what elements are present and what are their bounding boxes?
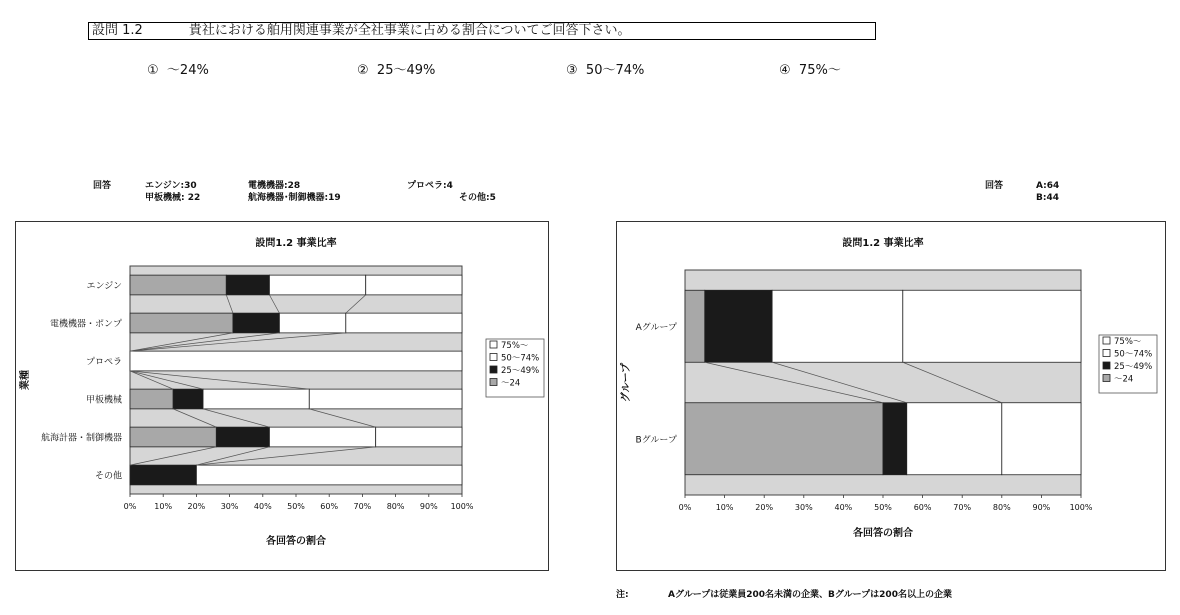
- responses-left-label: 回答: [93, 181, 112, 191]
- option-2: [357, 59, 435, 78]
- option-4-mark: ④: [779, 63, 791, 78]
- bar-segment: [269, 275, 365, 295]
- chart-right: [617, 222, 1167, 572]
- bar-segment: [196, 465, 462, 485]
- category-label: 甲板機械: [85, 395, 122, 406]
- x-tick-label: 10%: [154, 502, 173, 511]
- bar-segment: [130, 389, 173, 409]
- category-label: 電機機器・ポンプ: [49, 319, 122, 330]
- bar-segment: [216, 427, 269, 447]
- x-tick-label: 10%: [715, 503, 734, 512]
- option-2-label: 25〜49%: [376, 63, 436, 78]
- legend-swatch: [1103, 375, 1110, 382]
- legend-swatch: [1103, 350, 1110, 357]
- x-tick-label: 20%: [755, 503, 774, 512]
- option-3-mark: ③: [566, 63, 578, 78]
- bar-segment: [1002, 403, 1081, 475]
- response-propeller: プロペラ:4: [407, 181, 453, 191]
- x-tick-label: 80%: [386, 502, 405, 511]
- bar-segment: [685, 403, 883, 475]
- option-3: [566, 59, 644, 78]
- legend-label: 〜24: [501, 378, 521, 389]
- legend-swatch: [490, 379, 497, 386]
- question-box: [88, 22, 876, 40]
- response-electric: 電機機器:28: [248, 181, 301, 191]
- bar-segment: [907, 403, 1002, 475]
- bar-segment: [279, 313, 345, 333]
- response-group-a: A:64: [1036, 181, 1060, 191]
- option-3-label: 50〜74%: [585, 63, 645, 78]
- bar-segment: [226, 275, 269, 295]
- response-engine: エンジン:30: [145, 181, 197, 191]
- legend-label: 50〜74%: [1114, 349, 1153, 360]
- x-tick-label: 60%: [913, 503, 932, 512]
- x-tick-label: 30%: [220, 502, 239, 511]
- x-tick-label: 90%: [419, 502, 438, 511]
- category-label: プロペラ: [85, 357, 122, 368]
- legend-swatch: [1103, 362, 1110, 369]
- category-label: その他: [94, 471, 122, 482]
- option-1-mark: ①: [147, 63, 159, 78]
- bar-segment: [130, 275, 226, 295]
- x-tick-label: 80%: [992, 503, 1011, 512]
- x-axis-title: 各回答の割合: [266, 536, 326, 547]
- x-tick-label: 50%: [287, 502, 305, 511]
- question-number: 設問 1.2: [92, 23, 143, 38]
- question-text: 貴社における舶用関連事業が全社事業に占める割合についてご回答下さい。: [188, 23, 631, 38]
- bar-segment: [203, 389, 309, 409]
- note-label: 注:: [616, 590, 629, 600]
- option-2-mark: ②: [357, 63, 369, 78]
- x-tick-label: 100%: [450, 502, 474, 511]
- x-axis-title: 各回答の割合: [853, 528, 913, 539]
- responses-right-label: 回答: [985, 181, 1004, 191]
- category-label: Bグループ: [635, 435, 677, 446]
- bar-segment: [903, 290, 1081, 362]
- x-tick-label: 30%: [794, 503, 813, 512]
- legend-label: 25〜49%: [1114, 362, 1153, 372]
- bar-segment: [130, 427, 216, 447]
- x-tick-label: 60%: [320, 502, 339, 511]
- response-group-b: B:44: [1036, 193, 1059, 203]
- note-text: Aグループは従業員200名未満の企業、Bグループは200名以上の企業: [668, 590, 952, 600]
- legend-swatch: [1103, 337, 1110, 344]
- legend-swatch: [490, 341, 497, 348]
- plot-area: [130, 266, 462, 494]
- bar-segment: [346, 313, 462, 333]
- x-tick-label: 100%: [1069, 503, 1093, 512]
- bar-segment: [173, 389, 203, 409]
- chart-title: 設問1.2 事業比率: [842, 238, 924, 249]
- x-tick-label: 0%: [123, 502, 137, 511]
- legend-label: 75%〜: [501, 341, 529, 351]
- legend-swatch: [490, 354, 497, 361]
- bar-segment: [309, 389, 462, 409]
- x-tick-label: 70%: [353, 502, 372, 511]
- response-other: その他:5: [459, 193, 496, 203]
- category-label: エンジン: [86, 281, 122, 292]
- bar-segment: [883, 403, 907, 475]
- legend-label: 75%〜: [1114, 337, 1142, 347]
- category-label: 航海計器・制御機器: [40, 433, 122, 444]
- legend-label: 25〜49%: [501, 366, 540, 376]
- bar-segment: [269, 427, 375, 447]
- bar-segment: [376, 427, 462, 447]
- category-label: Aグループ: [635, 322, 677, 333]
- bar-segment: [772, 290, 903, 362]
- x-tick-label: 40%: [834, 503, 853, 512]
- option-1: [147, 59, 209, 78]
- bar-segment: [130, 465, 196, 485]
- response-navigation: 航海機器･制御機器:19: [248, 193, 341, 203]
- x-tick-label: 50%: [874, 503, 892, 512]
- bar-segment: [366, 275, 462, 295]
- y-axis-title: グループ: [621, 362, 632, 403]
- legend-label: 〜24: [1114, 374, 1134, 385]
- option-4-label: 75%〜: [798, 63, 841, 78]
- x-tick-label: 90%: [1032, 503, 1051, 512]
- x-tick-label: 40%: [253, 502, 272, 511]
- x-tick-label: 70%: [953, 503, 972, 512]
- x-tick-label: 0%: [678, 503, 692, 512]
- bar-segment: [685, 290, 705, 362]
- option-1-label: 〜24%: [166, 63, 209, 78]
- option-4: [779, 59, 841, 78]
- legend-swatch: [490, 366, 497, 373]
- chart-left-panel: [15, 221, 549, 571]
- bar-segment: [130, 313, 233, 333]
- x-tick-label: 20%: [187, 502, 206, 511]
- y-axis-title: 業種: [20, 370, 31, 390]
- bar-segment: [233, 313, 279, 333]
- legend-label: 50〜74%: [501, 353, 540, 364]
- bar-segment: [130, 351, 462, 371]
- response-deck: 甲板機械: 22: [145, 193, 201, 203]
- chart-title: 設問1.2 事業比率: [255, 238, 337, 249]
- bar-segment: [705, 290, 772, 362]
- chart-left: [16, 222, 550, 572]
- chart-right-panel: [616, 221, 1166, 571]
